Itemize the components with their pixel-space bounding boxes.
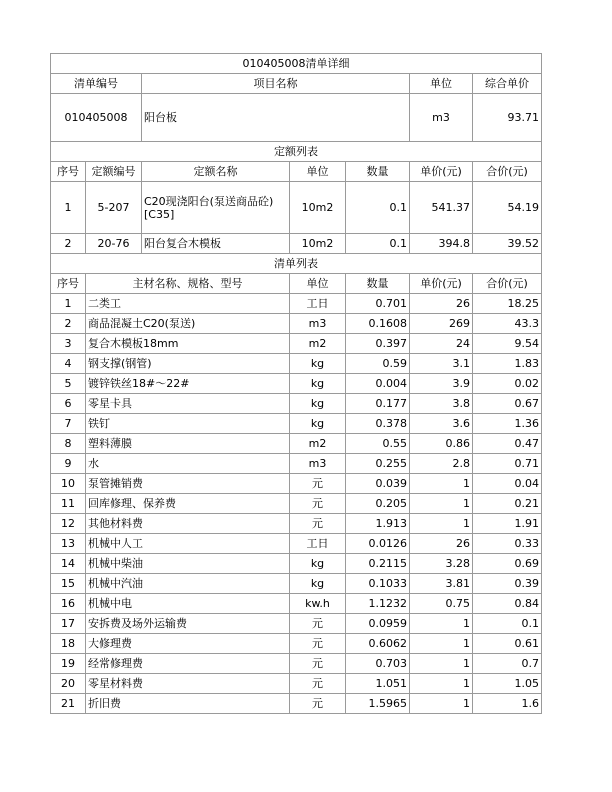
list-row [51, 534, 542, 554]
list-row [51, 434, 542, 454]
list-total: 0.47 [473, 434, 542, 454]
list-seq: 7 [51, 414, 86, 434]
list-name: 零星卡具 [86, 394, 290, 414]
quota-header-qty: 数量 [346, 162, 410, 182]
list-total: 1.83 [473, 354, 542, 374]
list-unit-price: 1 [410, 674, 473, 694]
list-unit-price: 3.6 [410, 414, 473, 434]
item-name: 阳台板 [142, 94, 410, 142]
list-row [51, 294, 542, 314]
quota-seq: 2 [51, 234, 86, 254]
list-seq: 1 [51, 294, 86, 314]
list-unit: m2 [290, 434, 346, 454]
list-unit: 元 [290, 514, 346, 534]
list-total: 0.7 [473, 654, 542, 674]
list-seq: 10 [51, 474, 86, 494]
list-seq: 17 [51, 614, 86, 634]
list-qty: 0.701 [346, 294, 410, 314]
list-name: 大修理费 [86, 634, 290, 654]
list-row [51, 634, 542, 654]
list-total: 0.84 [473, 594, 542, 614]
quota-name: C20现浇阳台(泵送商品砼)[C35] [142, 182, 290, 234]
list-seq: 4 [51, 354, 86, 374]
list-unit: kw.h [290, 594, 346, 614]
list-unit: m3 [290, 314, 346, 334]
list-unit-price: 269 [410, 314, 473, 334]
list-seq: 20 [51, 674, 86, 694]
list-unit: kg [290, 354, 346, 374]
quota-qty: 0.1 [346, 234, 410, 254]
list-unit: kg [290, 554, 346, 574]
list-name: 塑料薄膜 [86, 434, 290, 454]
list-unit-price: 1 [410, 694, 473, 714]
list-name: 商品混凝土C20(泵送) [86, 314, 290, 334]
list-row [51, 574, 542, 594]
list-unit-price: 1 [410, 494, 473, 514]
list-unit-price: 1 [410, 654, 473, 674]
item-code: 010405008 [51, 94, 142, 142]
list-row [51, 654, 542, 674]
list-seq: 12 [51, 514, 86, 534]
list-seq: 2 [51, 314, 86, 334]
list-name: 机械中人工 [86, 534, 290, 554]
list-seq: 9 [51, 454, 86, 474]
list-name: 折旧费 [86, 694, 290, 714]
list-total: 0.67 [473, 394, 542, 414]
list-qty: 0.378 [346, 414, 410, 434]
list-total: 0.39 [473, 574, 542, 594]
list-header-unit-price: 单价(元) [410, 274, 473, 294]
list-unit-price: 3.1 [410, 354, 473, 374]
header-code: 清单编号 [51, 74, 142, 94]
list-qty: 0.177 [346, 394, 410, 414]
quota-unit-price: 541.37 [410, 182, 473, 234]
list-total: 9.54 [473, 334, 542, 354]
list-qty: 0.0959 [346, 614, 410, 634]
quota-row [51, 182, 542, 234]
list-total: 0.1 [473, 614, 542, 634]
list-qty: 0.1033 [346, 574, 410, 594]
list-unit-price: 24 [410, 334, 473, 354]
list-unit: m2 [290, 334, 346, 354]
quota-code: 5-207 [86, 182, 142, 234]
list-qty: 1.913 [346, 514, 410, 534]
list-seq: 16 [51, 594, 86, 614]
list-total: 18.25 [473, 294, 542, 314]
item-price: 93.71 [473, 94, 542, 142]
quota-qty: 0.1 [346, 182, 410, 234]
quota-name: 阳台复合木模板 [142, 234, 290, 254]
quota-header-unit-price: 单价(元) [410, 162, 473, 182]
list-seq: 15 [51, 574, 86, 594]
quota-unit: 10m2 [290, 182, 346, 234]
list-qty: 0.039 [346, 474, 410, 494]
list-name: 机械中汽油 [86, 574, 290, 594]
list-seq: 6 [51, 394, 86, 414]
quota-seq: 1 [51, 182, 86, 234]
list-unit-price: 2.8 [410, 454, 473, 474]
list-unit-price: 1 [410, 474, 473, 494]
list-header-qty: 数量 [346, 274, 410, 294]
quota-total: 39.52 [473, 234, 542, 254]
header-unit: 单位 [410, 74, 473, 94]
quota-header-seq: 序号 [51, 162, 86, 182]
list-unit-price: 1 [410, 614, 473, 634]
list-total: 0.69 [473, 554, 542, 574]
list-qty: 0.004 [346, 374, 410, 394]
list-unit: m3 [290, 454, 346, 474]
list-row [51, 614, 542, 634]
list-unit: kg [290, 394, 346, 414]
list-total: 0.02 [473, 374, 542, 394]
list-total: 1.05 [473, 674, 542, 694]
list-unit-price: 26 [410, 534, 473, 554]
quota-header-unit: 单位 [290, 162, 346, 182]
list-header-seq: 序号 [51, 274, 86, 294]
list-name: 安拆费及场外运输费 [86, 614, 290, 634]
list-total: 0.61 [473, 634, 542, 654]
list-total: 1.91 [473, 514, 542, 534]
list-unit: 元 [290, 694, 346, 714]
list-name: 二类工 [86, 294, 290, 314]
table-title: 010405008清单详细 [51, 54, 542, 74]
list-name: 其他材料费 [86, 514, 290, 534]
list-qty: 0.255 [346, 454, 410, 474]
list-row [51, 494, 542, 514]
list-qty: 1.5965 [346, 694, 410, 714]
list-unit: kg [290, 414, 346, 434]
list-name: 钢支撑(钢管) [86, 354, 290, 374]
list-unit: 元 [290, 494, 346, 514]
list-unit: 元 [290, 654, 346, 674]
list-unit-price: 26 [410, 294, 473, 314]
list-name: 水 [86, 454, 290, 474]
list-qty: 0.1608 [346, 314, 410, 334]
list-seq: 14 [51, 554, 86, 574]
list-total: 0.04 [473, 474, 542, 494]
list-name: 铁钉 [86, 414, 290, 434]
list-row [51, 554, 542, 574]
list-qty: 1.1232 [346, 594, 410, 614]
list-name: 镀锌铁丝18#～22# [86, 374, 290, 394]
list-row [51, 334, 542, 354]
quota-total: 54.19 [473, 182, 542, 234]
list-unit: kg [290, 374, 346, 394]
list-qty: 0.397 [346, 334, 410, 354]
list-name: 机械中电 [86, 594, 290, 614]
list-row [51, 514, 542, 534]
list-row [51, 394, 542, 414]
list-qty: 0.6062 [346, 634, 410, 654]
list-total: 1.6 [473, 694, 542, 714]
list-unit-price: 3.81 [410, 574, 473, 594]
list-qty: 0.55 [346, 434, 410, 454]
list-section-title: 清单列表 [51, 254, 542, 274]
list-seq: 19 [51, 654, 86, 674]
list-header-unit: 单位 [290, 274, 346, 294]
list-seq: 5 [51, 374, 86, 394]
list-unit: 元 [290, 474, 346, 494]
list-qty: 0.59 [346, 354, 410, 374]
header-price: 综合单价 [473, 74, 542, 94]
list-qty: 0.205 [346, 494, 410, 514]
list-qty: 0.0126 [346, 534, 410, 554]
list-unit: 元 [290, 614, 346, 634]
list-row [51, 454, 542, 474]
list-name: 机械中柴油 [86, 554, 290, 574]
list-unit: 工日 [290, 294, 346, 314]
list-unit: 工日 [290, 534, 346, 554]
list-header-total: 合价(元) [473, 274, 542, 294]
list-total: 0.21 [473, 494, 542, 514]
quota-section-title: 定额列表 [51, 142, 542, 162]
list-seq: 8 [51, 434, 86, 454]
list-unit: kg [290, 574, 346, 594]
list-row [51, 354, 542, 374]
list-row [51, 374, 542, 394]
quota-code: 20-76 [86, 234, 142, 254]
quota-unit: 10m2 [290, 234, 346, 254]
list-row [51, 474, 542, 494]
list-total: 1.36 [473, 414, 542, 434]
list-unit: 元 [290, 674, 346, 694]
list-qty: 0.2115 [346, 554, 410, 574]
list-name: 泵管摊销费 [86, 474, 290, 494]
list-row [51, 674, 542, 694]
list-total: 43.3 [473, 314, 542, 334]
list-seq: 3 [51, 334, 86, 354]
quota-header-code: 定额编号 [86, 162, 142, 182]
list-name: 零星材料费 [86, 674, 290, 694]
list-row [51, 594, 542, 614]
list-total: 0.33 [473, 534, 542, 554]
list-seq: 13 [51, 534, 86, 554]
list-unit: 元 [290, 634, 346, 654]
item-unit: m3 [410, 94, 473, 142]
list-unit-price: 0.75 [410, 594, 473, 614]
header-name: 项目名称 [142, 74, 410, 94]
quota-row [51, 234, 542, 254]
quota-unit-price: 394.8 [410, 234, 473, 254]
list-name: 经常修理费 [86, 654, 290, 674]
list-unit-price: 3.28 [410, 554, 473, 574]
bill-detail-table [50, 53, 542, 714]
list-row [51, 414, 542, 434]
list-seq: 18 [51, 634, 86, 654]
list-unit-price: 0.86 [410, 434, 473, 454]
list-qty: 0.703 [346, 654, 410, 674]
list-qty: 1.051 [346, 674, 410, 694]
list-unit-price: 1 [410, 514, 473, 534]
list-unit-price: 3.8 [410, 394, 473, 414]
list-total: 0.71 [473, 454, 542, 474]
quota-header-total: 合价(元) [473, 162, 542, 182]
quota-header-name: 定额名称 [142, 162, 290, 182]
list-name: 回库修理、保养费 [86, 494, 290, 514]
list-unit-price: 3.9 [410, 374, 473, 394]
list-name: 复合木模板18mm [86, 334, 290, 354]
list-unit-price: 1 [410, 634, 473, 654]
list-row [51, 694, 542, 714]
list-seq: 11 [51, 494, 86, 514]
list-header-name: 主材名称、规格、型号 [86, 274, 290, 294]
list-seq: 21 [51, 694, 86, 714]
list-row [51, 314, 542, 334]
